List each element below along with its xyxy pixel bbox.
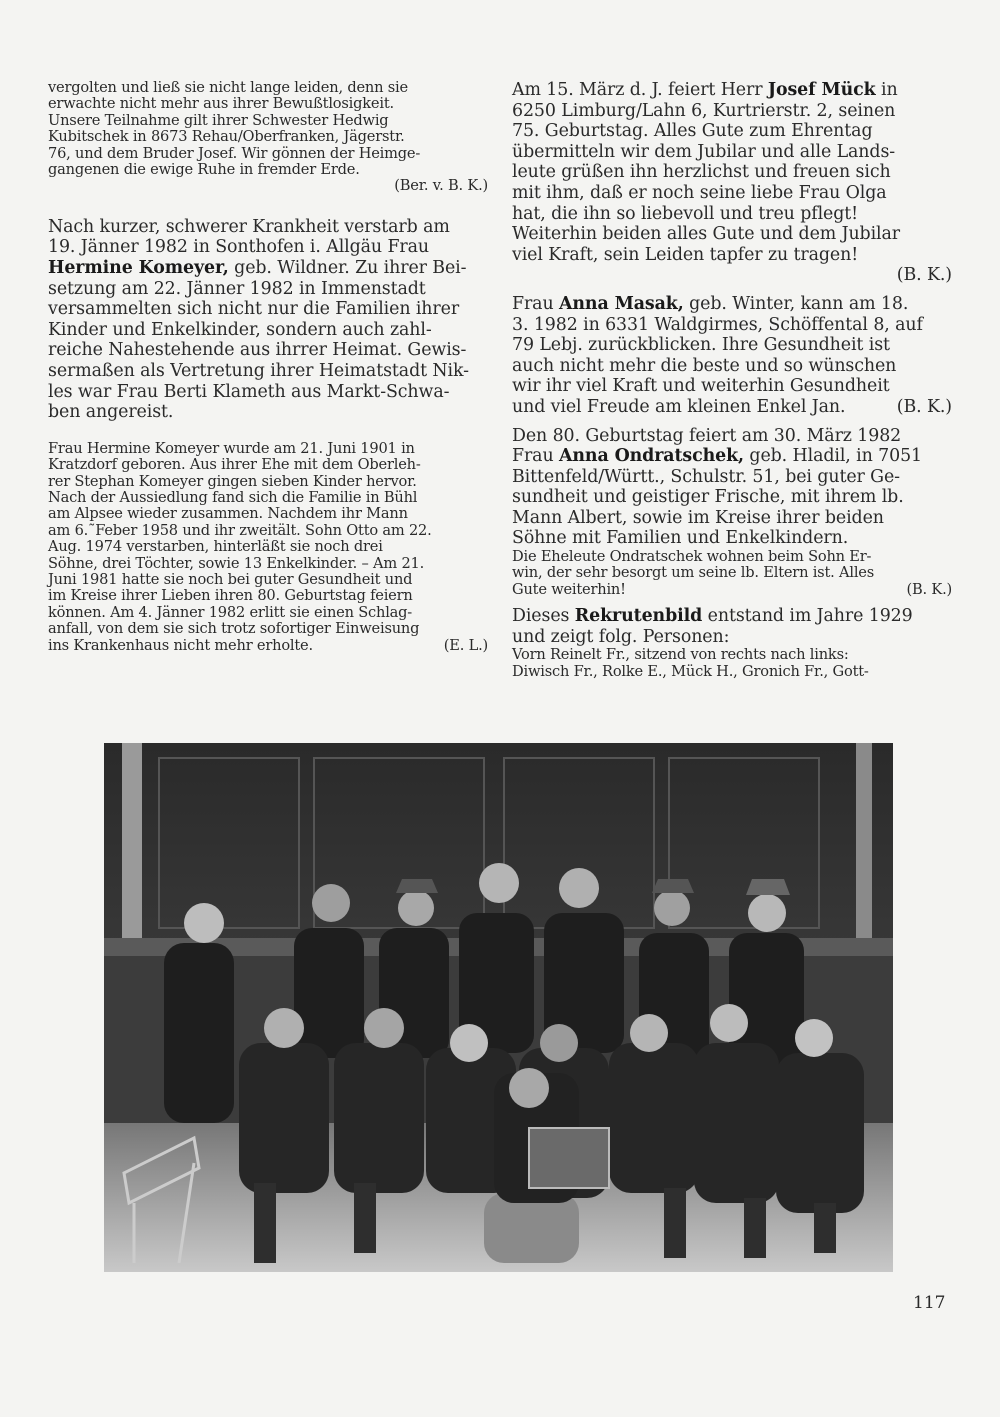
left-column [48, 80, 488, 654]
text-span: in [875, 80, 898, 100]
text-line: Bittenfeld/Württ., Schulstr. 51, bei guter Ge- [512, 466, 900, 487]
text-line: Kinder und Enkelkinder, sondern auch zahl- [48, 319, 432, 340]
rekruten-caption [512, 647, 952, 680]
group-photo-image [104, 743, 893, 1272]
text-line: Diwisch Fr., Rolke E., Mück H., Gronich Fr., Gott- [512, 662, 869, 680]
text-span: geb. Wildner. Zu ihrer Bei- [228, 258, 467, 279]
text-line: erwachte nicht mehr aus ihrer Bewußtlosigkeit. [48, 95, 394, 113]
text-line: 75. Geburtstag. Alles Gute zum Ehrentag [512, 121, 873, 142]
person-name: Anna Ondratschek, [558, 446, 744, 467]
rekruten-notice [512, 606, 952, 647]
text-line: Kratzdorf geboren. Aus ihrer Ehe mit dem Oberleh- [48, 456, 421, 474]
text-line: auch nicht mehr die beste und so wünschen [512, 355, 897, 376]
text-line: 76, und dem Bruder Josef. Wir gönnen der Heimge- [48, 144, 421, 162]
text-line: Den 80. Geburtstag feiert am 30. März 1982 [512, 425, 902, 446]
text-span: Dieses [512, 606, 575, 627]
text-line: Die Eheleute Ondratschek wohnen beim Sohn Er- [512, 548, 872, 566]
text-line: übermitteln wir dem Jubilar und alle Lands- [512, 141, 896, 162]
text-span: entstand im Jahre 1929 [702, 606, 913, 627]
text-line: und zeigt folg. Personen: [512, 626, 730, 647]
person-name: Anna Masak, [558, 293, 684, 314]
text-line: anfall, von dem sie sich trotz sofortiger Einweisung [48, 620, 420, 638]
ondratschek-addendum [512, 549, 952, 598]
text-line [512, 397, 952, 418]
mueck-birthday-notice [512, 80, 952, 286]
text-line: wir ihr viel Kraft und weiterhin Gesundheit [512, 376, 890, 397]
text-line: Aug. 1974 verstarben, hinterläßt sie noch drei [48, 538, 383, 556]
photo-title: Rekrutenbild [574, 606, 703, 627]
text-span: Frau [512, 293, 559, 314]
group-photo [104, 743, 893, 1272]
text-line: Söhne mit Familien und Enkelkindern. [512, 528, 849, 549]
author-signature: (B. K.) [896, 396, 952, 417]
text-line: können. Am 4. Jänner 1982 erlitt sie einen Schlag- [48, 603, 413, 621]
text-line [512, 294, 952, 315]
text-line: setzung am 22. Jänner 1982 in Immenstadt [48, 278, 426, 299]
text-line: hat, die ihn so liebevoll und treu pflegt! [512, 203, 859, 224]
text-line: am 6.˜Feber 1958 und ihr zweitält. Sohn Otto am 22. [48, 521, 432, 539]
text-line [512, 606, 952, 627]
pillar-left [122, 743, 142, 943]
right-column [512, 80, 952, 680]
text-line: win, der sehr besorgt um seine lb. Eltern ist. Alles [512, 564, 875, 582]
text-line: mit ihm, daß er noch seine liebe Frau Olga [512, 182, 887, 203]
text-line: im Kreise ihrer Lieben ihren 80. Geburtstag feiern [48, 587, 413, 605]
text-line: sermaßen als Vertretung ihrer Heimatstadt Nik- [48, 361, 469, 381]
text-line: Nach kurzer, schwerer Krankheit verstarb am [48, 216, 450, 237]
intro-paragraph [48, 80, 488, 195]
text-line [48, 258, 488, 279]
text-line [48, 638, 488, 654]
author-signature: (Ber. v. B. K.) [394, 177, 488, 195]
text-line: versammelten sich nicht nur die Familien ihrer [48, 299, 460, 320]
text-span: und viel Freude am kleinen Enkel Jan. [512, 396, 846, 417]
text-line: Nach der Aussiedlung fand sich die Familie in Bühl [48, 489, 418, 506]
text-line: 79 Lebj. zurückblicken. Ihre Gesundheit ist [512, 335, 890, 356]
komeyer-death-notice [48, 217, 488, 423]
author-signature: (E. L.) [443, 636, 488, 654]
text-line: ben angereist. [48, 402, 174, 423]
text-line: leute grüßen ihn herzlichst und freuen sich [512, 162, 891, 183]
text-line: les war Frau Berti Klameth aus Markt-Schwa- [48, 381, 450, 402]
text-line: Juni 1981 hatte sie noch bei guter Gesundheit und [48, 571, 413, 589]
text-line [512, 80, 952, 101]
pillar-right [856, 743, 872, 943]
masak-birthday-notice [512, 294, 952, 418]
text-line [512, 446, 952, 467]
text-line: Kubitschek in 8673 Rehau/Oberfranken, Jägerstr. [48, 128, 405, 146]
author-signature: (B. K.) [906, 580, 952, 598]
text-line [512, 582, 952, 598]
text-line: 6250 Limburg/Lahn 6, Kurtrierstr. 2, seinen [512, 100, 896, 121]
text-span: Gute weiterhin! [512, 580, 626, 598]
text-line: Söhne, drei Töchter, sowie 13 Enkelkinder. – Am 21. [48, 554, 425, 572]
author-signature: (B. K.) [896, 265, 952, 286]
text-line: 3. 1982 in 6331 Waldgirmes, Schöffental 8, auf [512, 314, 923, 335]
text-span: Am 15. März d. J. feiert Herr [512, 80, 768, 100]
text-span: ins Krankenhaus nicht mehr erholte. [48, 636, 313, 654]
text-line: Mann Albert, sowie im Kreise ihrer beiden [512, 507, 884, 528]
text-span: Frau [512, 446, 559, 467]
text-line: Frau Hermine Komeyer wurde am 21. Juni 1901 in [48, 439, 415, 457]
komeyer-biography [48, 441, 488, 654]
text-line: viel Kraft, sein Leiden tapfer zu tragen! [512, 244, 859, 265]
text-span: geb. Hladil, in 7051 [744, 446, 922, 467]
person-name: Hermine Komeyer, [48, 258, 229, 279]
text-line: reiche Nahestehende aus ihrrer Heimat. Gewis- [48, 340, 467, 361]
text-line: gangenen die ewige Ruhe in fremder Erde. [48, 161, 360, 179]
text-line: Vorn Reinelt Fr., sitzend von rechts nach links: [512, 646, 849, 664]
text-line: vergolten und ließ sie nicht lange leiden, denn sie [48, 79, 408, 96]
text-span: geb. Winter, kann am 18. [683, 293, 909, 314]
text-line: 19. Jänner 1982 in Sonthofen i. Allgäu Frau [48, 237, 430, 258]
accordion [529, 1128, 609, 1188]
text-line: am Alpsee wieder zusammen. Nachdem ihr Mann [48, 505, 408, 523]
text-line: rer Stephan Komeyer gingen sieben Kinder hervor. [48, 472, 417, 490]
page-number: 117 [913, 1293, 946, 1313]
text-line: sundheit und geistiger Frische, mit ihrem lb. [512, 487, 904, 508]
person-name: Josef Mück [767, 80, 876, 100]
text-line: Unsere Teilnahme gilt ihrer Schwester Hedwig [48, 111, 389, 129]
ondratschek-birthday-notice [512, 426, 952, 550]
text-line: Weiterhin beiden alles Gute und dem Jubilar [512, 224, 900, 245]
